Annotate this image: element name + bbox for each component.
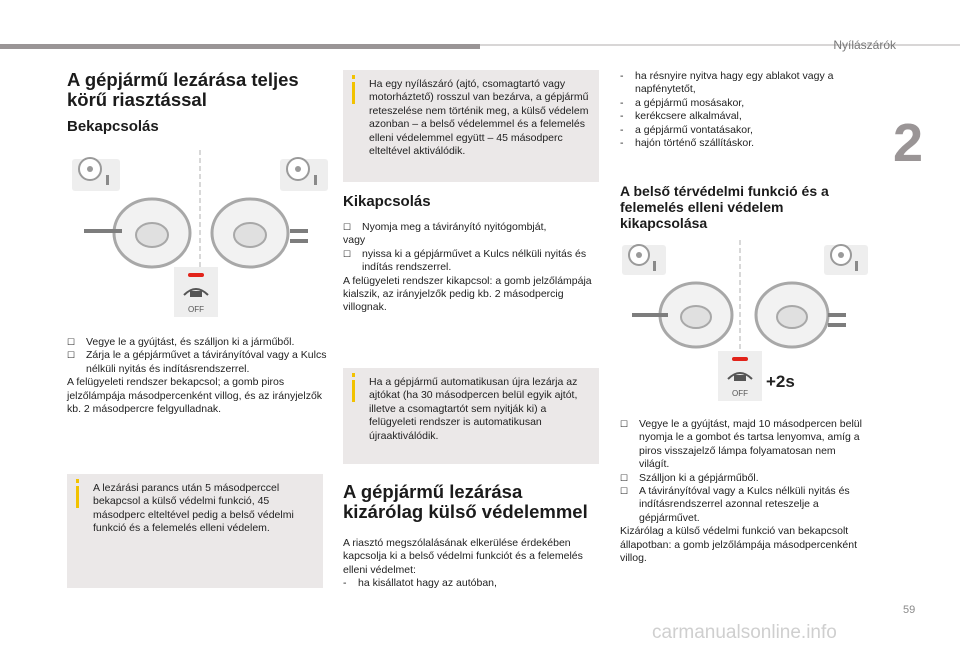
info-icon bbox=[352, 373, 355, 377]
bullet-arrow-icon: ☐ bbox=[343, 222, 352, 232]
activation-steps bbox=[67, 336, 327, 416]
bullet-arrow-icon: ☐ bbox=[620, 486, 629, 497]
car-silhouette-right bbox=[756, 283, 846, 347]
deactivation-steps: ☐ Nyomja meg a távirányító nyitógombját, vagy ☐ nyissa ki a gépjárművet a Kulcs nélküli nyitás és indítás rendszerrel. A felügyeleti rendszer kikapcsol: a gomb jelzőlámpája kialszik, az irányjelzők pedig kb. 2 másodpercig villognak. bbox=[343, 221, 599, 315]
subtitle-interior-off: A belső térvédelmi funkció és a felemelés elleni védelem kikapcsolása bbox=[620, 183, 829, 231]
steering-wheel-icon bbox=[72, 158, 120, 191]
list-item: - ha résnyire nyitva hagy egy ablakot vagy a napfénytetőt, bbox=[620, 70, 834, 96]
car-silhouette-left bbox=[84, 199, 190, 267]
time-label: +2s bbox=[766, 372, 795, 391]
car-silhouette-right bbox=[212, 199, 308, 267]
exterior-only-cases bbox=[620, 70, 865, 150]
off-label: OFF bbox=[188, 305, 204, 314]
list-item: ☐ nyissa ki a gépjárművet a Kulcs nélküli nyitás és indítás rendszerrel. bbox=[343, 247, 587, 274]
subtitle-activation: Bekapcsolás bbox=[67, 118, 159, 135]
bullet-arrow-icon: ☐ bbox=[620, 419, 629, 429]
list-item: - a gépjármű mosásakor, bbox=[620, 96, 745, 109]
chapter-number: 2 bbox=[893, 113, 924, 173]
exterior-only-text: A riasztó megszólalásának elkerülése érdekében kapcsolja ki a belső védelmi funkciót és a felemelés elleni védelmet: - ha kisállatot hagy az autóban, bbox=[343, 537, 601, 591]
list-item: ☐ Vegye le a gyújtást, és szálljon ki a járműből. bbox=[67, 336, 295, 348]
deactivation-result-text: A felügyeleti rendszer kikapcsol: a gomb jelzőlámpája kialszik, az irányjelzők pedig kb. 2 másodpercig villognak. bbox=[343, 274, 592, 314]
list-item: ☐ Nyomja meg a távirányító nyitógombját, bbox=[343, 221, 547, 233]
info-note-door-open: Ha egy nyílászáró (ajtó, csomagtartó vagy motorháztető) rosszul van bezárva, a gépjármű reteszelése nem történik meg, a külső védelem azonban – a belső védelemmel és a felemelés elleni védelemmel együtt – 45 másodperc elteltével aktiválódik. bbox=[343, 70, 599, 182]
interior-off-result-text: Kizárólag a külső védelmi funkció van bekapcsolt állapotban: a gomb jelzőlámpája másodpercenként villog. bbox=[620, 525, 857, 565]
list-item: ☐ Vegye le a gyújtást, majd 10 másodpercen belül nyomja le a gombot és tartsa lenyomva, amíg a piros visszajelző lámpa folyamatosan nem világít. bbox=[620, 418, 862, 471]
list-item: ☐ A távirányítóval vagy a Kulcs nélküli nyitás és indításrendszerrel azonnal reteszelje a gépjárművet. bbox=[620, 485, 850, 524]
info-note-activation: A lezárási parancs után 5 másodperccel bekapcsol a külső védelmi funkció, 45 másodperc elteltével pedig a belső védelmi funkció és a felemelés elleni védelem. bbox=[67, 474, 323, 588]
chapter-name: Nyílászárók bbox=[833, 38, 896, 52]
steering-wheel-icon bbox=[824, 245, 868, 275]
list-item: - kerékcsere alkalmával, bbox=[620, 110, 742, 123]
steering-wheel-icon bbox=[280, 158, 328, 191]
off-label: OFF bbox=[732, 389, 748, 398]
info-note-auto-relock: Ha a gépjármű automatikusan újra lezárja az ajtókat (ha 30 másodpercen belül egyik ajtót, illetve a csomagtartót sem nyitják ki) a felügyeleti rendszer is automatikusan újraaktiválódik. bbox=[343, 368, 599, 464]
activation-result-text: A felügyeleti rendszer bekapcsol; a gomb piros jelzőlámpája másodpercenként villog, és az irányjelzők kb. 2 másodpercre felgyulladnak. bbox=[67, 376, 323, 416]
bullet-arrow-icon: ☐ bbox=[67, 350, 76, 361]
deactivation-illustration bbox=[620, 235, 870, 405]
header-bar-dark bbox=[0, 44, 480, 49]
list-item: - ha kisállatot hagy az autóban, bbox=[343, 577, 497, 590]
activation-illustration bbox=[70, 145, 330, 325]
list-item: ☐ Zárja le a gépjárművet a távirányítóval vagy a Kulcs nélküli nyitás és indításrendszerrel. bbox=[67, 349, 327, 375]
list-item: - hajón történő szállításkor. bbox=[620, 137, 755, 150]
car-silhouette-left bbox=[632, 283, 732, 347]
interior-off-steps bbox=[620, 418, 865, 565]
bullet-arrow-icon: ☐ bbox=[343, 248, 352, 259]
subtitle-deactivation: Kikapcsolás bbox=[343, 193, 431, 210]
bullet-arrow-icon: ☐ bbox=[620, 472, 629, 483]
section-title-exterior-only: A gépjármű lezárása kizárólag külső védelemmel bbox=[343, 481, 588, 522]
section-title-full-alarm: A gépjármű lezárása teljes körű riasztással bbox=[67, 69, 299, 110]
bullet-arrow-icon: ☐ bbox=[67, 337, 76, 347]
info-icon bbox=[352, 75, 355, 79]
list-item: - a gépjármű vontatásakor, bbox=[620, 123, 753, 136]
list-item: ☐ Szálljon ki a gépjárműből. bbox=[620, 471, 759, 484]
car-alarm-button-icon bbox=[718, 351, 762, 401]
watermark: carmanualsonline.info bbox=[652, 622, 837, 643]
info-icon bbox=[76, 479, 79, 483]
car-alarm-button-icon bbox=[174, 267, 218, 317]
steering-wheel-icon bbox=[622, 245, 666, 275]
page-number: 59 bbox=[903, 604, 916, 616]
